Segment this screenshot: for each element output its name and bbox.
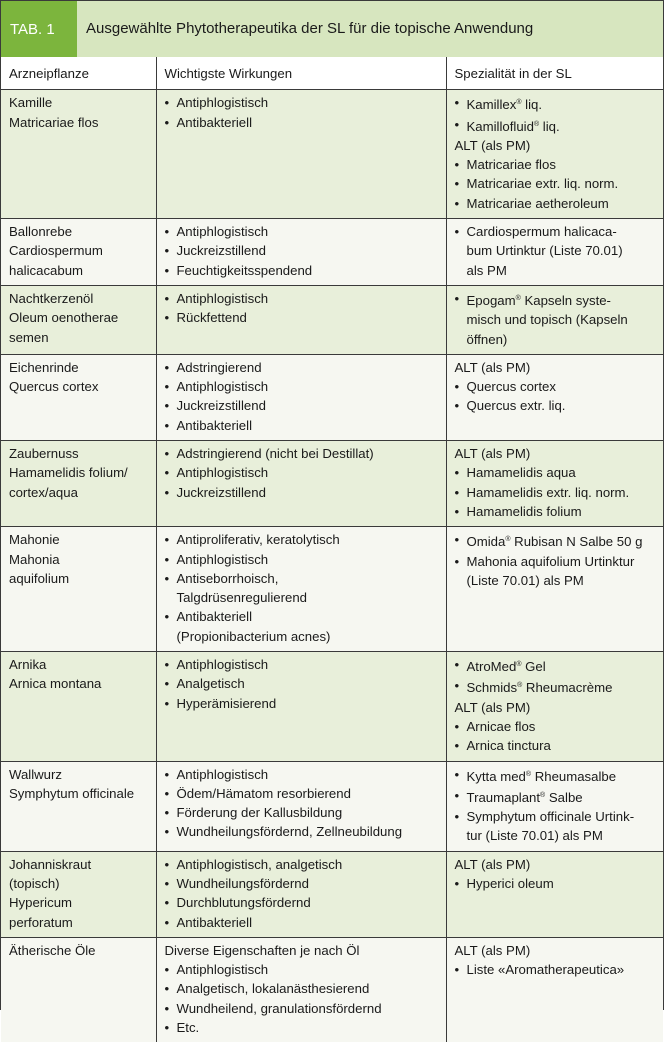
bullet-icon: • [164,805,170,821]
bullet-icon: • [164,465,170,481]
product-text: Epogam® Kapseln syste- [466,292,611,308]
plant-name-line: halicacabum [9,262,84,278]
product-line: ALT (als PM) [454,699,531,715]
bullet-icon: • [454,195,460,211]
product-text: Mahonia aquifolium Urtinktur [466,553,635,569]
effect-bullet-item [165,530,442,549]
bullet-icon: • [164,95,170,111]
effect-text: Antiphlogistisch [176,465,269,481]
effect-text: Durchblutungsfördernd [176,895,311,911]
bullet-icon: • [454,766,460,782]
effect-text: Wundheilungsfördernd [176,875,309,891]
bullet-icon: • [454,553,460,569]
effect-text: Wundheilungsfördernd, Zellneubildung [176,824,403,840]
bullet-icon: • [164,290,170,306]
effects-cell [156,527,446,652]
plant-name-line: Arnika [9,657,47,673]
effect-text: Antibakteriell [176,114,252,130]
plant-cell [1,761,156,851]
effect-text: Antiphlogistisch [176,290,269,306]
bullet-icon: • [164,243,170,259]
effect-bullet-item [165,93,442,112]
table-row [1,285,663,354]
plant-cell [1,219,156,286]
bullet-icon: • [454,962,460,978]
bullet-icon: • [454,484,460,500]
effect-text: Antibakteriell [176,609,252,625]
effect-bullet-item [165,979,442,998]
effect-bullet-item [165,655,442,674]
header-row [1,57,663,90]
product-continuation: misch und topisch (Kapseln [466,312,628,328]
registered-mark: ® [516,99,522,107]
product-bullet-item [455,552,660,571]
effect-text: Antiphlogistisch [176,962,269,978]
effect-bullet-item [165,358,442,377]
product-text: Kamillofluid® liq. [466,118,560,134]
product-bullet-item [455,807,660,826]
bullet-icon: • [164,785,170,801]
table-row [1,441,663,527]
data-table [1,57,663,1042]
plant-name-line: Symphytum officinale [9,785,135,801]
effects-cell [156,354,446,440]
effect-text: Adstringierend (nicht bei Destillat) [176,446,374,462]
effect-text: Feuchtigkeitsspendend [176,262,313,278]
bullet-icon: • [164,875,170,891]
effect-text: Analgetisch [176,676,245,692]
product-line: ALT (als PM) [454,856,531,872]
plant-cell [1,527,156,652]
product-bullet-item [455,874,660,893]
bullet-icon: • [454,224,460,240]
effect-text: Etc. [176,1020,200,1036]
effect-bullet-item [165,960,442,979]
bullet-icon: • [164,446,170,462]
product-bullet-item [455,155,660,174]
effect-text: Juckreizstillend [176,243,266,259]
product-bullet-item [455,174,660,193]
effect-bullet-item [165,222,442,241]
product-bullet-item [455,717,660,736]
table-title: Ausgewählte Phytotherapeutika der SL für die topische Anwendung [86,20,534,37]
plant-cell [1,441,156,527]
plant-name-line: Hypericum [9,895,73,911]
product-bullet-item [455,960,660,979]
effect-bullet-item [165,765,442,784]
effect-text: Hyperämisierend [176,695,277,711]
product-text: Hamamelidis aqua [466,465,576,481]
product-bullet-item [455,483,660,502]
product-bullet-item [455,289,660,310]
plant-name-line: perforatum [9,914,73,930]
plant-name-line: Johanniskraut [9,856,92,872]
product-bullet-item [455,396,660,415]
effect-bullet-item [165,289,442,308]
effect-continuation: (Propionibacterium acnes) [176,628,331,644]
product-text: Hamamelidis folium [466,503,582,519]
bullet-icon: • [164,398,170,414]
table-row [1,652,663,761]
effect-text: Antiphlogistisch [176,657,269,673]
bullet-icon: • [164,532,170,548]
products-cell [446,652,663,761]
plant-name-line: Ätherische Öle [9,942,96,958]
product-text: Liste «Aromatherapeutica» [466,962,625,978]
bullet-icon: • [164,262,170,278]
effect-bullet-item [165,784,442,803]
product-text: Schmids® Rheumacrème [466,680,613,696]
product-bullet-item [455,736,660,755]
plant-name-line: Hamamelidis folium/ [9,465,128,481]
products-cell [446,219,663,286]
product-text: Quercus cortex [466,379,556,395]
column-header-effects: Wichtigste Wirkungen [156,57,446,90]
bullet-icon: • [164,114,170,130]
products-cell [446,441,663,527]
product-text: Kytta med® Rheumasalbe [466,768,617,784]
bullet-icon: • [164,676,170,692]
effect-text: Analgetisch, lokalanästhesierend [176,981,370,997]
plant-name-line: Quercus cortex [9,379,99,395]
plant-cell [1,354,156,440]
bullet-icon: • [164,1020,170,1036]
effect-bullet-item [165,607,442,626]
bullet-icon: • [164,379,170,395]
effect-text: Wundheilend, granulationsfördernd [176,1000,382,1016]
effect-bullet-item [165,416,442,435]
product-text: Kamillex® liq. [466,97,543,113]
effect-text: Juckreizstillend [176,484,266,500]
effects-cell [156,652,446,761]
bullet-icon: • [454,465,460,481]
product-continuation: bum Urtinktur (Liste 70.01) [466,243,623,259]
table-row [1,354,663,440]
product-text: Hyperici oleum [466,875,554,891]
effect-continuation: Talgdrüsenregulierend [176,590,307,606]
effects-cell [156,90,446,219]
effect-text: Antiphlogistisch [176,551,269,567]
effect-text: Antiphlogistisch, analgetisch [176,856,343,872]
effect-text: Ödem/Hämatom resorbierend [176,785,351,801]
registered-mark: ® [540,791,546,799]
plant-name-line: aquifolium [9,570,70,586]
product-text: Matricariae flos [466,157,556,173]
effect-bullet-item [165,913,442,932]
effect-bullet-item [165,241,442,260]
product-continuation: (Liste 70.01) als PM [466,572,584,588]
product-text: Hamamelidis extr. liq. norm. [466,484,630,500]
effects-cell [156,219,446,286]
bullet-icon: • [454,678,460,694]
plant-name-line: Ballonrebe [9,224,73,240]
effect-bullet-item [165,569,442,588]
column-header-products: Spezialität in der SL [446,57,663,90]
plant-name-line: Oleum oenotherae [9,310,119,326]
product-line: ALT (als PM) [454,446,531,462]
registered-mark: ® [525,770,532,778]
effect-text: Antiphlogistisch [176,224,269,240]
plant-name-line: Eichenrinde [9,359,79,375]
product-text: Cardiospermum halicaca- [466,224,617,240]
registered-mark: ® [515,294,521,302]
registered-mark: ® [516,661,522,669]
product-continuation: als PM [466,262,507,278]
bullet-icon: • [164,914,170,930]
product-bullet-item [455,786,660,807]
effect-bullet-item [165,1018,442,1037]
plant-cell [1,90,156,219]
product-line: ALT (als PM) [454,137,531,153]
bullet-icon: • [164,484,170,500]
column-header-plant: Arzneipflanze [1,57,156,90]
effects-cell [156,851,446,937]
bullet-icon: • [164,657,170,673]
plant-name-line: Arnica montana [9,676,102,692]
products-cell [446,285,663,354]
bullet-icon: • [164,856,170,872]
products-cell [446,90,663,219]
effect-bullet-item [165,855,442,874]
plant-name-line: Matricariae flos [9,114,99,130]
table-row [1,761,663,851]
plant-cell [1,652,156,761]
bullet-icon: • [454,176,460,192]
product-bullet-item [455,377,660,396]
effect-bullet-item [165,261,442,280]
product-text: Matricariae extr. liq. norm. [466,176,619,192]
bullet-icon: • [454,718,460,734]
bullet-icon: • [164,766,170,782]
bullet-icon: • [454,875,460,891]
products-cell [446,354,663,440]
effect-text: Antiphlogistisch [176,95,269,111]
effect-bullet-item [165,377,442,396]
table-row [1,527,663,652]
products-cell [446,761,663,851]
plant-name-line: semen [9,329,49,345]
effect-line: Diverse Eigenschaften je nach Öl [164,942,360,958]
bullet-icon: • [454,532,460,548]
bullet-icon: • [454,95,460,111]
bullet-icon: • [164,981,170,997]
effect-text: Antiphlogistisch [176,766,269,782]
product-continuation: tur (Liste 70.01) als PM [466,828,603,844]
bullet-icon: • [164,695,170,711]
product-bullet-item [455,194,660,213]
effect-bullet-item [165,999,442,1018]
effect-bullet-item [165,674,442,693]
effect-bullet-item [165,803,442,822]
product-bullet-item [455,676,660,697]
effect-text: Antibakteriell [176,914,252,930]
bullet-icon: • [164,359,170,375]
plant-name-line: Zaubernuss [9,446,79,462]
product-text: AtroMed® Gel [466,659,546,675]
effects-cell [156,937,446,1042]
bullet-icon: • [454,379,460,395]
bullet-icon: • [454,657,460,673]
bullet-icon: • [454,809,460,825]
product-line: ALT (als PM) [454,359,531,375]
product-bullet-item [455,655,660,676]
bullet-icon: • [164,570,170,586]
table-number-label: TAB. 1 [1,1,77,57]
effect-text: Antiproliferativ, keratolytisch [176,532,340,548]
effect-bullet-item [165,694,442,713]
bullet-icon: • [454,738,460,754]
bullet-icon: • [164,224,170,240]
table-row [1,937,663,1042]
effect-bullet-item [165,893,442,912]
product-bullet-item [455,222,660,241]
effect-bullet-item [165,463,442,482]
effects-cell [156,441,446,527]
bullet-icon: • [164,1000,170,1016]
product-bullet-item [455,765,660,786]
product-text: Quercus extr. liq. [466,398,566,414]
product-text: Omida® Rubisan N Salbe 50 g [466,534,643,550]
plant-name-line: Nachtkerzenöl [9,290,94,306]
effect-text: Förderung der Kallusbildung [176,805,343,821]
bullet-icon: • [164,417,170,433]
plant-name-line: (topisch) [9,875,60,891]
effect-text: Juckreizstillend [176,398,266,414]
effect-bullet-item [165,444,442,463]
product-bullet-item [455,502,660,521]
bullet-icon: • [164,310,170,326]
product-text: Matricariae aetheroleum [466,195,609,211]
effect-bullet-item [165,113,442,132]
bullet-icon: • [164,895,170,911]
plant-name-line: cortex/aqua [9,484,78,500]
plant-cell [1,851,156,937]
bullet-icon: • [454,290,460,306]
product-text: Arnica tinctura [466,738,551,754]
table-row [1,851,663,937]
effects-cell [156,285,446,354]
effect-text: Antiphlogistisch [176,379,269,395]
table-row [1,219,663,286]
bullet-icon: • [164,609,170,625]
products-cell [446,851,663,937]
effect-text: Adstringierend [176,359,262,375]
plant-cell [1,285,156,354]
plant-name-line: Mahonie [9,532,60,548]
plant-name-line: Kamille [9,95,53,111]
bullet-icon: • [454,787,460,803]
effect-bullet-item [165,308,442,327]
effect-text: Antibakteriell [176,417,252,433]
plant-cell [1,937,156,1042]
product-bullet-item [455,463,660,482]
effects-cell [156,761,446,851]
registered-mark: ® [505,536,511,544]
bullet-icon: • [164,824,170,840]
product-text: Arnicae flos [466,718,536,734]
product-bullet-item [455,115,660,136]
product-bullet-item [455,530,660,551]
product-line: ALT (als PM) [454,942,531,958]
product-continuation: öffnen) [466,331,508,347]
products-cell [446,527,663,652]
registered-mark: ® [517,682,523,690]
effect-bullet-item [165,822,442,841]
bullet-icon: • [454,116,460,132]
product-text: Symphytum officinale Urtink- [466,809,635,825]
effect-bullet-item [165,396,442,415]
bullet-icon: • [454,157,460,173]
effect-text: Antiseborrhoisch, [176,570,279,586]
effect-text: Rückfettend [176,310,247,326]
product-bullet-item [455,93,660,114]
plant-name-line: Cardiospermum [9,243,103,259]
plant-name-line: Mahonia [9,551,60,567]
plant-name-line: Wallwurz [9,766,62,782]
registered-mark: ® [533,120,540,128]
effect-bullet-item [165,874,442,893]
bullet-icon: • [454,398,460,414]
effect-bullet-item [165,550,442,569]
table-row [1,90,663,219]
product-text: Traumaplant® Salbe [466,789,583,805]
effect-bullet-item [165,483,442,502]
products-cell [446,937,663,1042]
bullet-icon: • [454,503,460,519]
bullet-icon: • [164,962,170,978]
table-title-bar [1,1,663,58]
bullet-icon: • [164,551,170,567]
